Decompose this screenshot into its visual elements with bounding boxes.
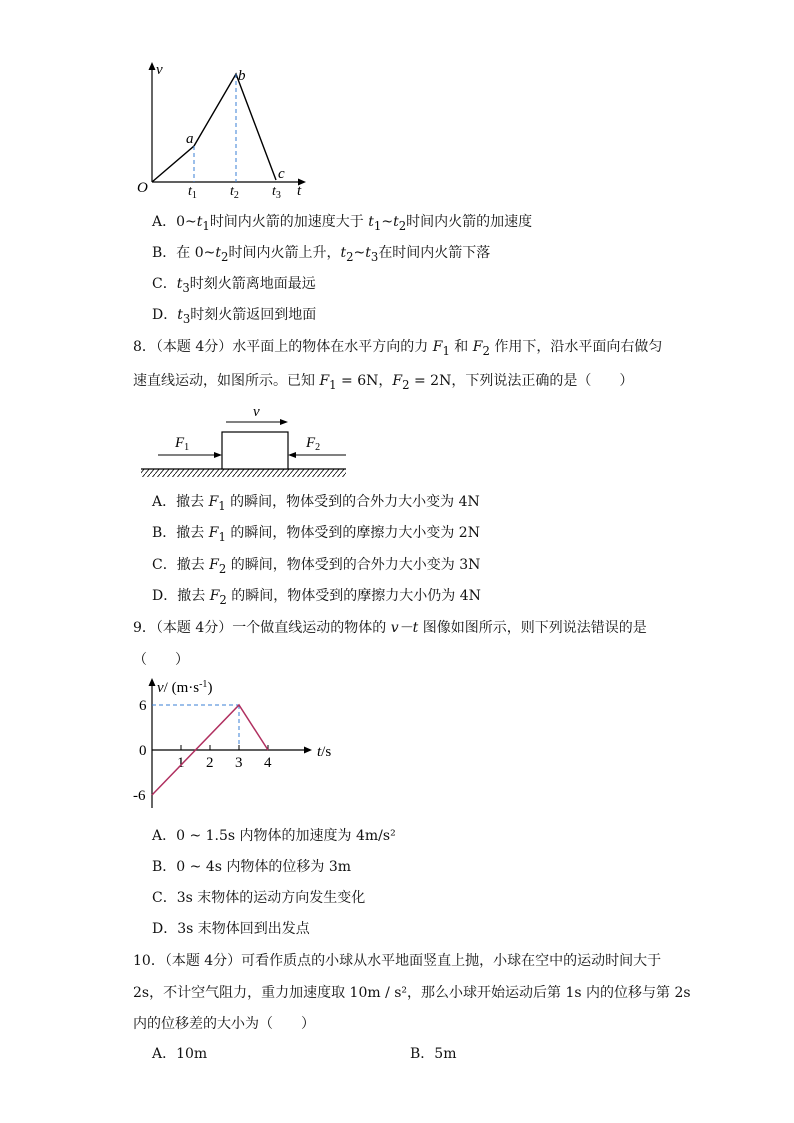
q9-t-axis-arrow <box>304 747 312 754</box>
q9-y-axis-label: v/ $(m\cdot s^{-1})$ <box>157 679 213 696</box>
velocity-label: v <box>253 404 260 420</box>
q9-x-tick-label: 3 <box>235 755 243 771</box>
q9-option-c[interactable]: C．3s 末物体的运动方向发生变化 <box>152 890 366 906</box>
q9-option-d[interactable]: D．3s 末物体回到出发点 <box>152 921 310 937</box>
f2-arrowhead <box>288 452 296 458</box>
q8-option-a[interactable]: A．撤去 $F_1$ 的瞬间，物体受到的合外力大小变为 4N <box>152 494 480 513</box>
point-c-label: c <box>278 166 285 182</box>
q7-option-a[interactable]: A．$0\sim t_1$时间内火箭的加速度大于 $t_1\sim t_2$时间内火箭的加速度 <box>152 214 533 233</box>
t3-tick-label: $t_3$ <box>272 184 281 200</box>
point-a-label: a <box>186 131 194 147</box>
velocity-arrowhead <box>280 419 288 425</box>
q9-stem-line1: 9．（本题 4分）一个做直线运动的物体的 v－t 图像如图所示，则下列说法错误的是 <box>133 620 647 636</box>
q9-stem-line2: （ ） <box>133 652 189 668</box>
q9-x-axis-label: t/s <box>317 744 332 760</box>
q10-option-a[interactable]: A．10m <box>152 1046 208 1062</box>
f2-label: $F_2$ <box>306 435 321 453</box>
q9-x-tick-label: 4 <box>264 755 272 771</box>
q9-vt-chart <box>130 672 350 812</box>
block-forces-figure <box>135 400 355 482</box>
v-axis-arrow <box>149 62 156 70</box>
point-b-label: b <box>238 68 246 84</box>
q9-option-a[interactable]: A．0 ~ 1.5s 内物体的加速度为 4m/s² <box>152 828 396 844</box>
v-axis-label: v <box>156 62 163 78</box>
t-axis-label: t <box>297 183 302 199</box>
q9-y-tick-label: 6 <box>139 698 147 714</box>
q9-v-axis-arrow <box>149 678 156 686</box>
t2-tick-label: $t_2$ <box>230 184 239 200</box>
q7-option-d[interactable]: D．$t_3$时刻火箭返回到地面 <box>152 307 317 326</box>
q8-option-b[interactable]: B．撤去 $F_1$ 的瞬间，物体受到的摩擦力大小变为 2N <box>152 525 480 544</box>
q7-option-b[interactable]: B．在 $0\sim t_2$时间内火箭上升，$t_2\sim t_3$在时间内火箭下落 <box>152 245 491 264</box>
f1-arrowhead <box>214 452 222 458</box>
rocket-velocity-line <box>152 74 276 182</box>
q8-option-c[interactable]: C．撤去 $F_2$ 的瞬间，物体受到的合外力大小变为 3N <box>152 557 481 576</box>
q9-y-tick-label: -6 <box>133 788 146 804</box>
ground-hatching <box>141 469 346 477</box>
q8-option-d[interactable]: D．撤去 $F_2$ 的瞬间，物体受到的摩擦力大小仍为 4N <box>152 588 481 607</box>
q10-stem-line2: 2s，不计空气阻力，重力加速度取 10m / s²，那么小球开始运动后第 1s 内的位移与第 2s <box>133 985 691 1001</box>
q7-option-c[interactable]: C．$t_3$时刻火箭离地面最远 <box>152 276 316 295</box>
rocket-vt-graph <box>130 55 320 200</box>
f1-label: $F_1$ <box>175 435 190 453</box>
q9-y-tick-label: 0 <box>139 743 147 759</box>
t1-tick-label: $t_1$ <box>188 184 197 200</box>
q10-option-b[interactable]: B．5m <box>410 1046 457 1062</box>
q9-option-b[interactable]: B．0 ~ 4s 内物体的位移为 3m <box>152 859 352 875</box>
q10-stem-line1: 10．（本题 4分）可看作质点的小球从水平地面竖直上抛，小球在空中的运动时间大于 <box>133 953 662 969</box>
q9-x-tick-label: 2 <box>206 755 214 771</box>
q8-stem-line2: 速直线运动，如图所示。已知 $F_1 = 6N$，$F_2 = 2N$，下列说法正确的是（ ） <box>133 373 634 392</box>
q10-stem-line3: 内的位移差的大小为（ ） <box>133 1016 315 1032</box>
q9-x-tick-label: 1 <box>177 755 185 771</box>
origin-label: O <box>137 180 148 196</box>
q8-stem-line1: 8．（本题 4分）水平面上的物体在水平方向的力 $F_1$ 和 $F_2$ 作用下，沿水平面向右做匀 <box>133 339 663 358</box>
block <box>222 432 288 469</box>
